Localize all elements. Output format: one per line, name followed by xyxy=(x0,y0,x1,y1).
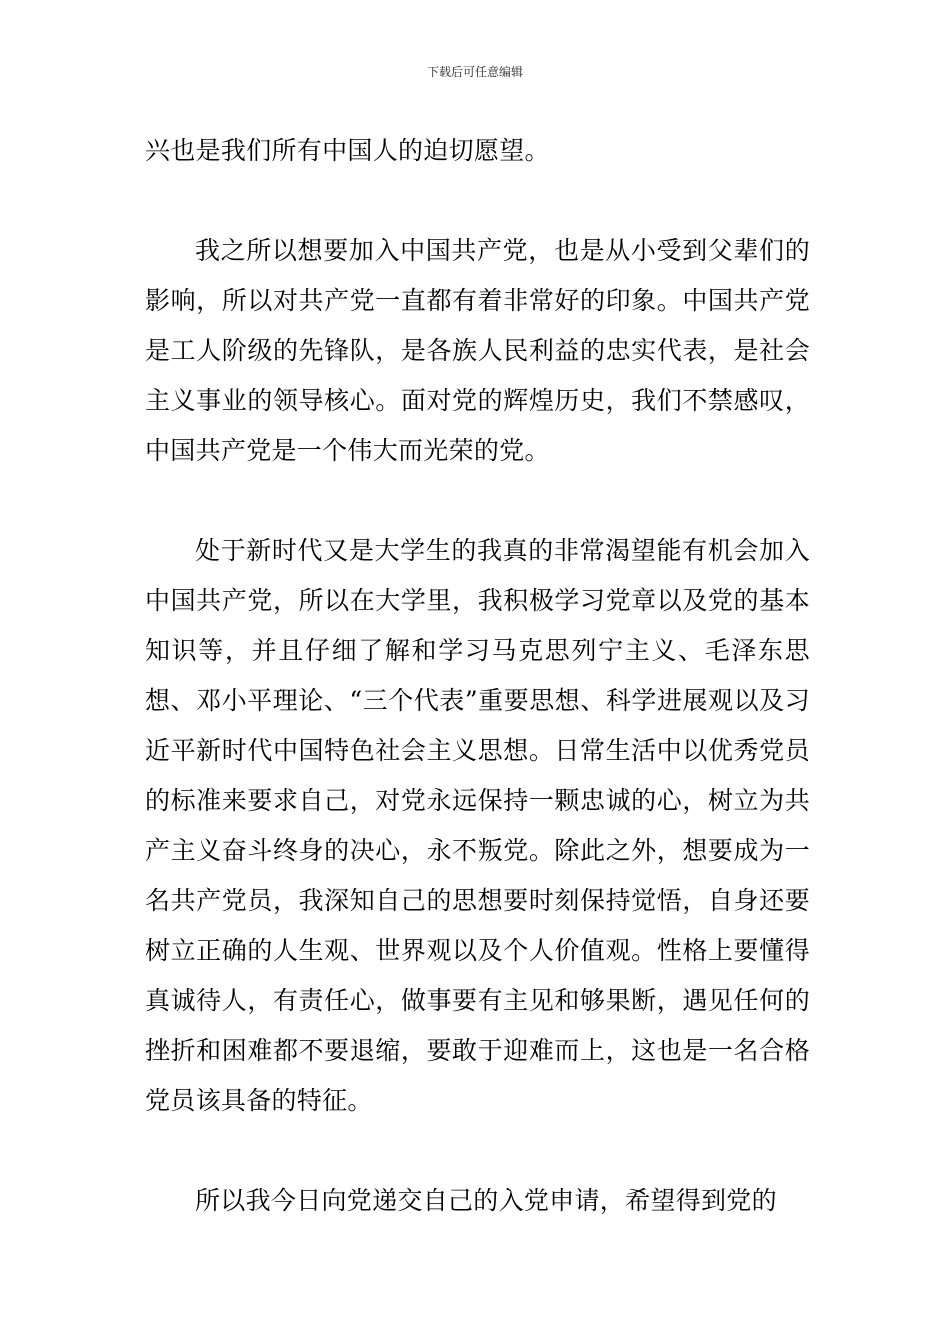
paragraph-spacer xyxy=(145,476,810,526)
header-note: 下载后可任意编辑 xyxy=(426,65,523,79)
paragraph-3: 处于新时代又是大学生的我真的非常渴望能有机会加入中国共产党，所以在大学里，我积极学习党章以及党的基本知识等，并且仔细了解和学习马克思列宁主义、毛泽东思想、邓小平理论、“三个代表”重要思想、科学进展观以及习近平新时代中国特色社会主义思想。日常生活中以优秀党员的标准来要求自己，对党永远保持一颗忠诚的心，树立为共产主义奋斗终身的决心，永不叛党。除此之外，想要成为一名共产党员，我深知自己的思想要时刻保持觉悟，自身还要树立正确的人生观、世界观以及个人价值观。性格上要懂得真诚待人，有责任心，做事要有主见和够果断，遇见任何的挫折和困难都不要退缩，要敢于迎难而上，这也是一名合格党员该具备的特征。 xyxy=(145,536,810,1115)
paragraph-2: 我之所以想要加入中国共产党，也是从小受到父辈们的影响，所以对共产党一直都有着非常好的印象。中国共产党是工人阶级的先锋队，是各族人民利益的忠实代表，是社会主义事业的领导核心。面对党的辉煌历史，我们不禁感叹，中国共产党是一个伟大而光荣的党。 xyxy=(145,236,810,465)
document-body xyxy=(145,126,810,1226)
paragraph-spacer xyxy=(145,1126,810,1176)
paragraph-1: 兴也是我们所有中国人的迫切愿望。 xyxy=(145,136,550,165)
paragraph-4: 所以我今日向党递交自己的入党申请，希望得到党的 xyxy=(195,1186,777,1215)
paragraph-spacer xyxy=(145,176,810,226)
